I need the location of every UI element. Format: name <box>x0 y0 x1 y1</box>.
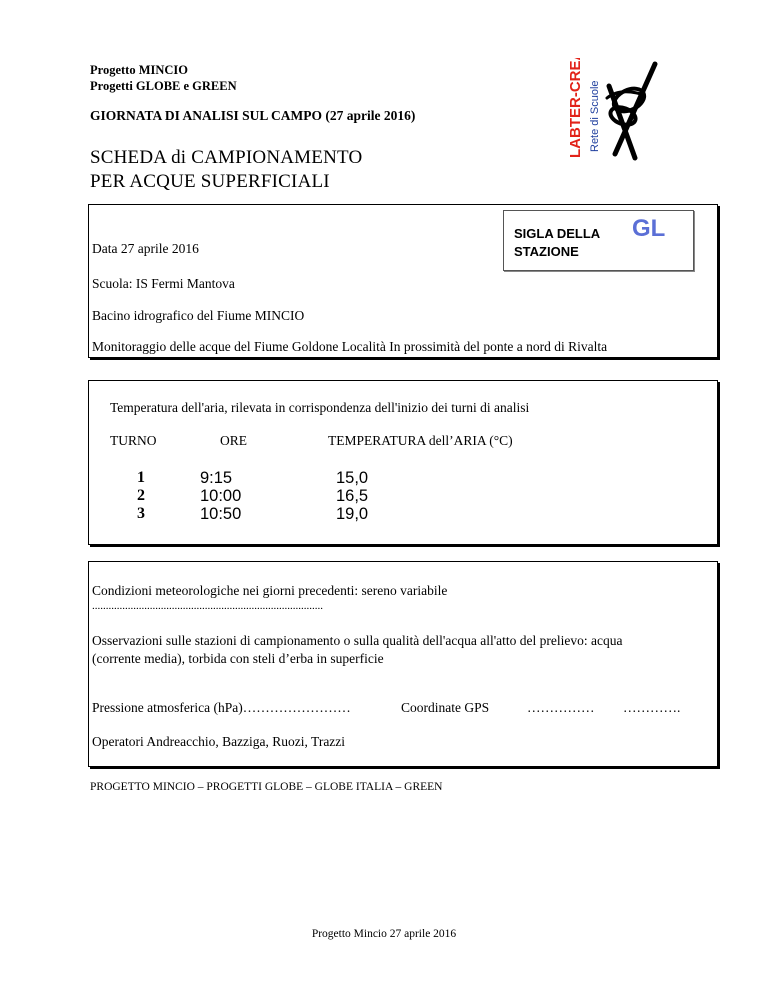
turno-row-2: 2 <box>137 487 145 504</box>
projects-footer: PROGETTO MINCIO – PROGETTI GLOBE – GLOBE ITALIA – GREEN <box>90 781 443 793</box>
monitoring-field: Monitoraggio delle acque del Fiume Goldone Località In prossimità del ponte a nord di Rivalta <box>92 339 608 354</box>
observations-line1: Osservazioni sulle stazioni di campionamento o sulla qualità dell'acqua all'atto del prelievo: acqua <box>92 633 623 648</box>
observations-line2: (corrente media), torbida con steli d’erba in superficie <box>92 651 384 666</box>
station-code-label-line1: SIGLA DELLA <box>514 226 601 241</box>
nails-knot-icon <box>607 64 655 158</box>
form-title-line1: SCHEDA di CAMPIONAMENTO <box>90 147 363 168</box>
observation-box <box>88 561 718 767</box>
operators-field: Operatori Andreacchio, Bazziga, Ruozi, Trazzi <box>92 734 346 749</box>
column-temperatura: TEMPERATURA dell’ARIA (°C) <box>328 433 513 448</box>
event-title: GIORNATA DI ANALISI SUL CAMPO (27 aprile 2016) <box>90 108 416 123</box>
weather-conditions: Condizioni meteorologiche nei giorni precedenti: sereno variabile <box>92 583 448 598</box>
temp-row-2: 16,5 <box>336 487 369 505</box>
pressure-field: Pressione atmosferica (hPa)…………………… <box>92 700 351 715</box>
station-code-label <box>514 225 600 261</box>
gps-value-1: …………… <box>527 700 595 715</box>
temp-column <box>336 469 416 523</box>
basin-field: Bacino idrografico del Fiume MINCIO <box>92 308 305 323</box>
turno-row-3: 3 <box>137 505 145 522</box>
column-turno: TURNO <box>110 433 157 448</box>
station-code-box <box>503 210 694 271</box>
column-ore: ORE <box>220 433 247 448</box>
ore-row-2: 10:00 <box>200 487 242 505</box>
page-footer: Progetto Mincio 27 aprile 2016 <box>311 928 457 940</box>
turno-row-1: 1 <box>137 469 145 486</box>
form-title-line2: PER ACQUE SUPERFICIALI <box>90 171 330 192</box>
ore-row-1: 9:15 <box>200 469 233 487</box>
school-field: Scuola: IS Fermi Mantova <box>92 276 235 291</box>
station-code-value: GL <box>632 215 666 242</box>
ore-row-3: 10:50 <box>200 505 242 523</box>
logo-text-sub: Rete di Scuole <box>589 80 601 152</box>
weather-dots-line: .................................................................................... <box>92 600 323 612</box>
temp-row-3: 19,0 <box>336 505 369 523</box>
labter-crea-logo <box>563 58 669 166</box>
project-name: Progetto MINCIO <box>90 63 189 77</box>
ore-column <box>200 469 280 523</box>
date-field: Data 27 aprile 2016 <box>92 241 199 256</box>
station-code-label-line2: STAZIONE <box>514 244 579 259</box>
gps-value-2: …………. <box>623 700 681 715</box>
project-subtitle: Progetti GLOBE e GREEN <box>90 79 237 93</box>
gps-label: Coordinate GPS <box>401 700 490 715</box>
station-info-box <box>88 204 718 358</box>
temperature-box <box>88 380 718 545</box>
turno-column <box>137 469 151 523</box>
temperature-heading: Temperatura dell'aria, rilevata in corrispondenza dell'inizio dei turni di analisi <box>110 400 530 415</box>
logo-text-main: LABTER-CREA <box>567 58 584 158</box>
temp-row-1: 15,0 <box>336 469 369 487</box>
